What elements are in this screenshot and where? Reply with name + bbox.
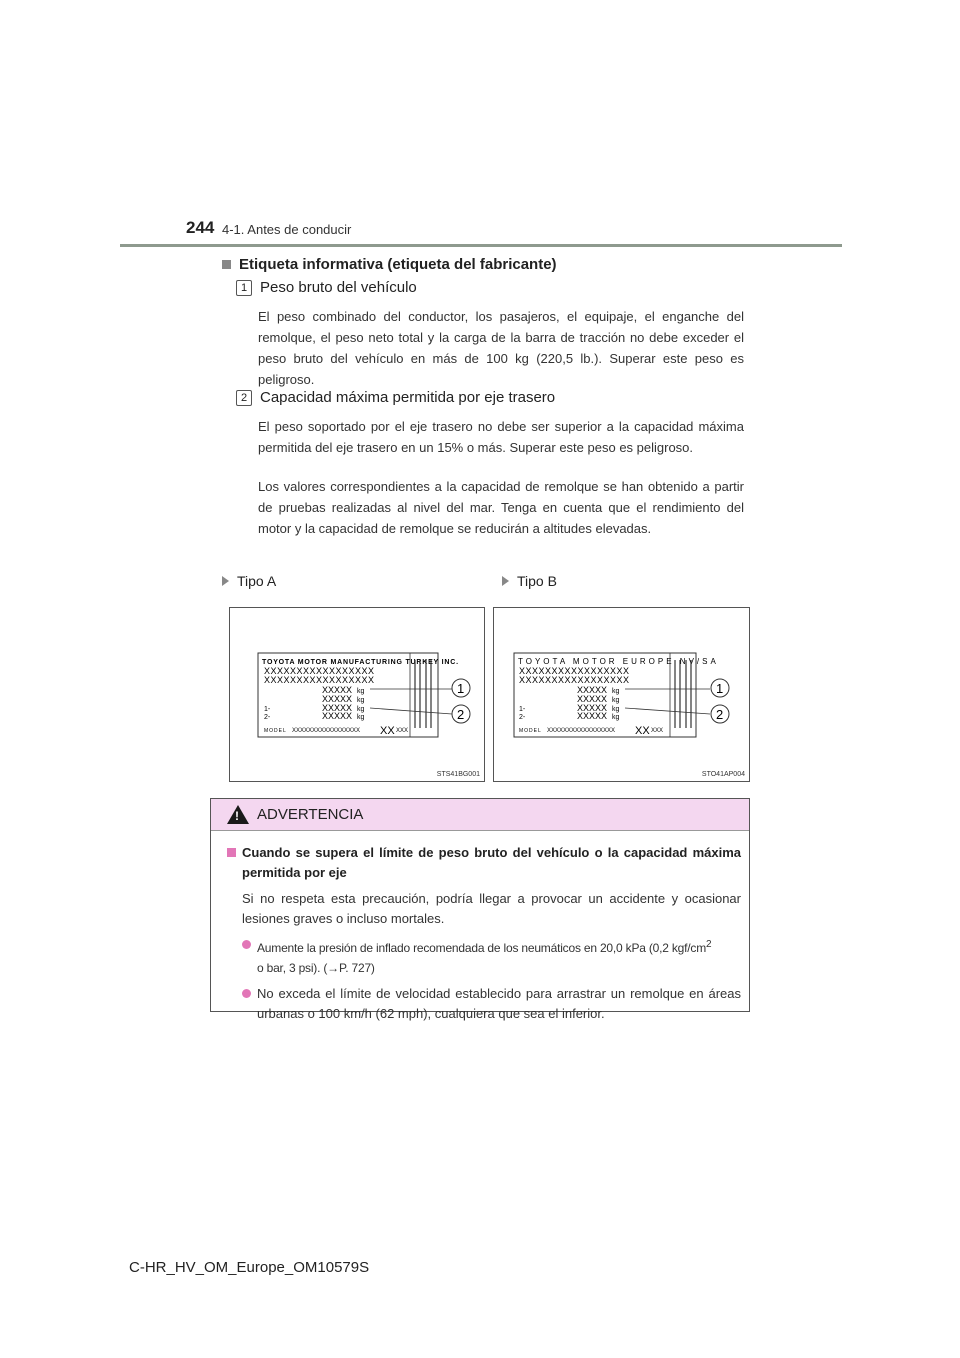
item-1-title: Peso bruto del vehículo	[260, 279, 417, 296]
triangle-bullet-icon	[222, 576, 229, 586]
warning-bullet-1-text	[257, 935, 711, 978]
type-a-text: Tipo A	[237, 573, 277, 589]
label-b-weight-2: XXXXX	[577, 694, 608, 704]
label-b-model-code: XXXXXXXXXXXXXXXXX	[547, 728, 616, 734]
label-b-xx: XX	[635, 725, 650, 737]
dot-bullet-icon	[242, 940, 251, 949]
number-1-icon: 1	[236, 280, 252, 296]
label-a-line-1: XXXXXXXXXXXXXXXXX	[264, 666, 375, 676]
bullet-1-main: Aumente la presión de inflado recomendada de los neumáticos en 20,0 kPa (0,2 kgf/cm	[257, 941, 707, 955]
section-title: 4-1. Antes de conducir	[222, 222, 352, 237]
label-a-xxx: XXX	[396, 728, 409, 734]
callout-2-b: 2	[716, 707, 724, 722]
label-drawing-a	[230, 608, 484, 781]
label-a-model-code: XXXXXXXXXXXXXXXXX	[292, 728, 361, 734]
label-b-weight-3: XXXXX	[577, 703, 608, 713]
figure-a-code: STS41BG001	[436, 771, 480, 778]
label-a-unit-1: kg	[357, 688, 365, 695]
label-b-axle-1: 1-	[519, 706, 526, 713]
label-a-model: MODEL	[264, 728, 287, 734]
label-a-weight-1: XXXXX	[322, 685, 353, 695]
page-number: 244	[186, 218, 215, 237]
warning-triangle-icon: !	[227, 805, 249, 824]
warning-bullet-2	[227, 984, 741, 1024]
triangle-bullet-icon	[502, 576, 509, 586]
warning-item-text: Si no respeta esta precaución, podría llegar a provocar un accidente y ocasionar lesiones graves o incluso mortales.	[242, 891, 741, 926]
label-b-unit-3: kg	[612, 706, 620, 713]
label-drawing-b	[494, 608, 749, 781]
number-2-icon: 2	[236, 390, 252, 406]
warning-item	[227, 843, 741, 883]
heading-text: Etiqueta informativa (etiqueta del fabricante)	[239, 256, 557, 273]
type-b-text: Tipo B	[517, 573, 557, 589]
item-2-text: El peso soportado por el eje trasero no debe ser superior a la capacidad máxima permitida del eje trasero en un 15% o más. Superar este peso es peligroso.	[258, 419, 744, 455]
label-a-unit-3: kg	[357, 706, 365, 713]
label-figure-b	[493, 607, 750, 782]
label-b-xxx: XXX	[651, 728, 664, 734]
label-a-weight-4: XXXXX	[322, 711, 353, 721]
label-a-unit-2: kg	[357, 697, 365, 704]
warning-box	[210, 798, 750, 1021]
label-a-line-2: XXXXXXXXXXXXXXXXX	[264, 675, 375, 685]
footer-doc-code: C-HR_HV_OM_Europe_OM10579S	[129, 1259, 370, 1276]
item-2-text-2: Los valores correspondientes a la capacidad de remolque se han obtenido a partir de pruebas realizadas al nivel del mar. Tenga en cuenta que el rendimiento del motor y la capacidad de remolque se reducirán a altitudes elevadas.	[258, 479, 744, 536]
label-b-unit-1: kg	[612, 688, 620, 695]
label-b-model: MODEL	[519, 728, 542, 734]
item-1-heading	[236, 279, 417, 296]
section-heading	[222, 256, 557, 273]
label-b-line-1: XXXXXXXXXXXXXXXXX	[519, 666, 630, 676]
label-b-axle-2: 2-	[519, 714, 526, 721]
label-a-manufacturer: TOYOTA MOTOR MANUFACTURING TURKEY INC.	[262, 659, 459, 666]
type-a-label	[222, 573, 276, 589]
label-b-unit-4: kg	[612, 714, 620, 721]
item-1-text: El peso combinado del conductor, los pasajeros, el equipaje, el enganche del remolque, el peso neto total y la carga de la barra de tracción no debe exceder el peso bruto del vehículo en más de 100 kg (220,5 lb.). Superar este peso es peligroso.	[258, 309, 744, 387]
label-b-line-2: XXXXXXXXXXXXXXXXX	[519, 675, 630, 685]
label-b-unit-2: kg	[612, 697, 620, 704]
label-a-axle-2: 2-	[264, 714, 271, 721]
callout-1-b: 1	[716, 681, 724, 696]
label-a-unit-4: kg	[357, 714, 365, 721]
warning-title: ADVERTENCIA	[257, 806, 364, 823]
item-2-heading	[236, 389, 555, 406]
label-a-xx: XX	[380, 725, 395, 737]
figure-b-code: STO41AP004	[701, 771, 745, 778]
bullet-1-cont: o bar, 3 psi). (→P. 727)	[257, 961, 375, 975]
item-2-title: Capacidad máxima permitida por eje trasero	[260, 389, 556, 406]
square-bullet-icon	[222, 260, 231, 269]
warning-bullet-1	[227, 935, 741, 978]
warning-bullet-2-text: No exceda el límite de velocidad establecido para arrastrar un remolque en áreas urbanas o 100 km/h (62 mph), cualquiera que sea el inferior.	[257, 986, 741, 1021]
square-bullet-icon	[227, 848, 236, 857]
label-b-manufacturer: TOYOTA MOTOR EUROPE NV/SA	[518, 657, 719, 666]
label-a-weight-3: XXXXX	[322, 703, 353, 713]
warning-item-title: Cuando se supera el límite de peso bruto del vehículo o la capacidad máxima permitida por eje	[242, 845, 741, 880]
dot-bullet-icon	[242, 989, 251, 998]
bullet-1-sup: 2	[706, 939, 712, 950]
warning-header	[211, 799, 749, 831]
label-b-weight-1: XXXXX	[577, 685, 608, 695]
label-figure-a	[229, 607, 485, 782]
label-a-axle-1: 1-	[264, 706, 271, 713]
warning-body	[211, 831, 749, 1024]
label-a-weight-2: XXXXX	[322, 694, 353, 704]
callout-2-a: 2	[457, 707, 465, 722]
label-b-weight-4: XXXXX	[577, 711, 608, 721]
type-b-label	[502, 573, 557, 589]
callout-1-a: 1	[457, 681, 465, 696]
header-divider	[120, 244, 842, 247]
